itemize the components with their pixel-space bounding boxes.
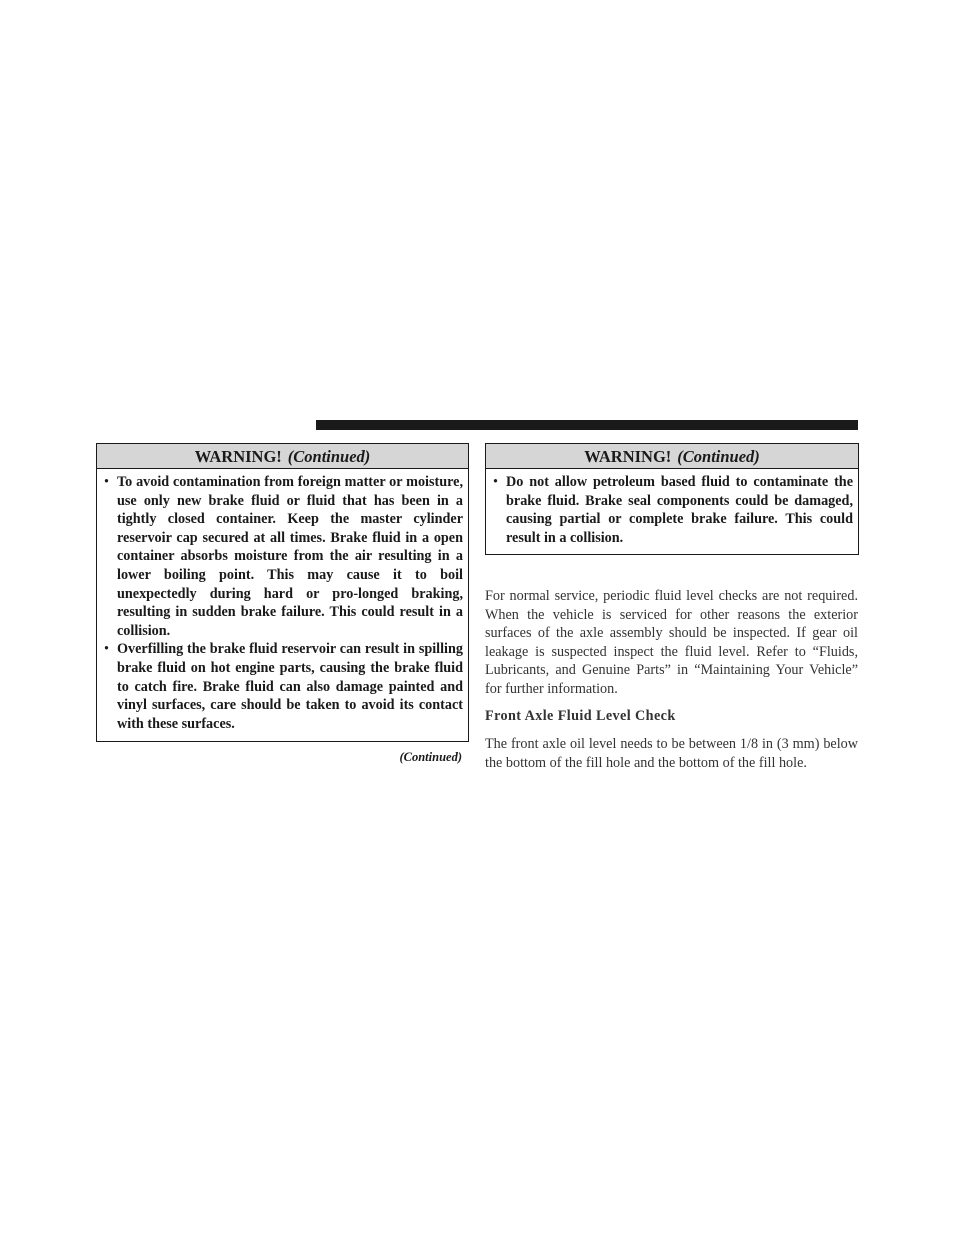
warning-list	[486, 469, 858, 547]
warning-box-right	[485, 443, 859, 555]
warning-item	[486, 473, 853, 547]
bullet-icon: •	[104, 474, 109, 490]
warning-item-text: Do not allow petroleum based fluid to contaminate the brake fluid. Brake seal components could be damaged, causing partial or complete brake failure. This could result in a collision.	[506, 474, 853, 546]
warning-list	[97, 469, 468, 733]
bullet-icon: •	[104, 641, 109, 658]
warning-item-text: To avoid contamination from foreign matter or moisture, use only new brake fluid or fluid that has been in a tightly closed container. Keep the master cylinder reservoir cap secured at all times. Brake fluid in a open container absorbs moisture from the air resulting in a lower boiling point. This may cause it to boil unexpectedly during hard or pro-longed braking, resulting in sudden brake failure. This could result in a collision.	[117, 474, 463, 639]
body-paragraph: For normal service, periodic fluid level checks are not required. When the vehicle is serviced for other reasons the exterior surfaces of the axle assembly should be inspected. If gear oil leakage is suspected inspect the fluid level. Refer to “Fluids, Lubricants, and Genuine Parts” in “Maintaining Your Vehicle” for further information.	[485, 588, 858, 697]
body-paragraph: The front axle oil level needs to be between 1/8 in (3 mm) below the bottom of the fill hole and the bottom of the fill hole.	[485, 736, 858, 771]
header-rule	[316, 420, 858, 430]
warning-continued-label: (Continued)	[287, 447, 371, 466]
continued-note: (Continued)	[399, 750, 462, 764]
warning-title: WARNING!	[584, 447, 672, 466]
section-subheading: Front Axle Fluid Level Check	[485, 708, 676, 724]
warning-box-left	[96, 443, 469, 742]
warning-header	[486, 444, 858, 469]
warning-item	[97, 473, 463, 640]
warning-item-text: Overfilling the brake fluid reservoir can result in spilling brake fluid on hot engine parts, causing the brake fluid to catch fire. Brake fluid can also damage painted and vinyl surfaces, care should be taken to avoid its contact with these surfaces.	[117, 641, 463, 732]
warning-header	[97, 444, 468, 469]
bullet-icon: •	[493, 474, 498, 490]
warning-item	[97, 640, 463, 733]
warning-continued-label: (Continued)	[677, 447, 760, 466]
warning-title: WARNING!	[194, 447, 282, 466]
